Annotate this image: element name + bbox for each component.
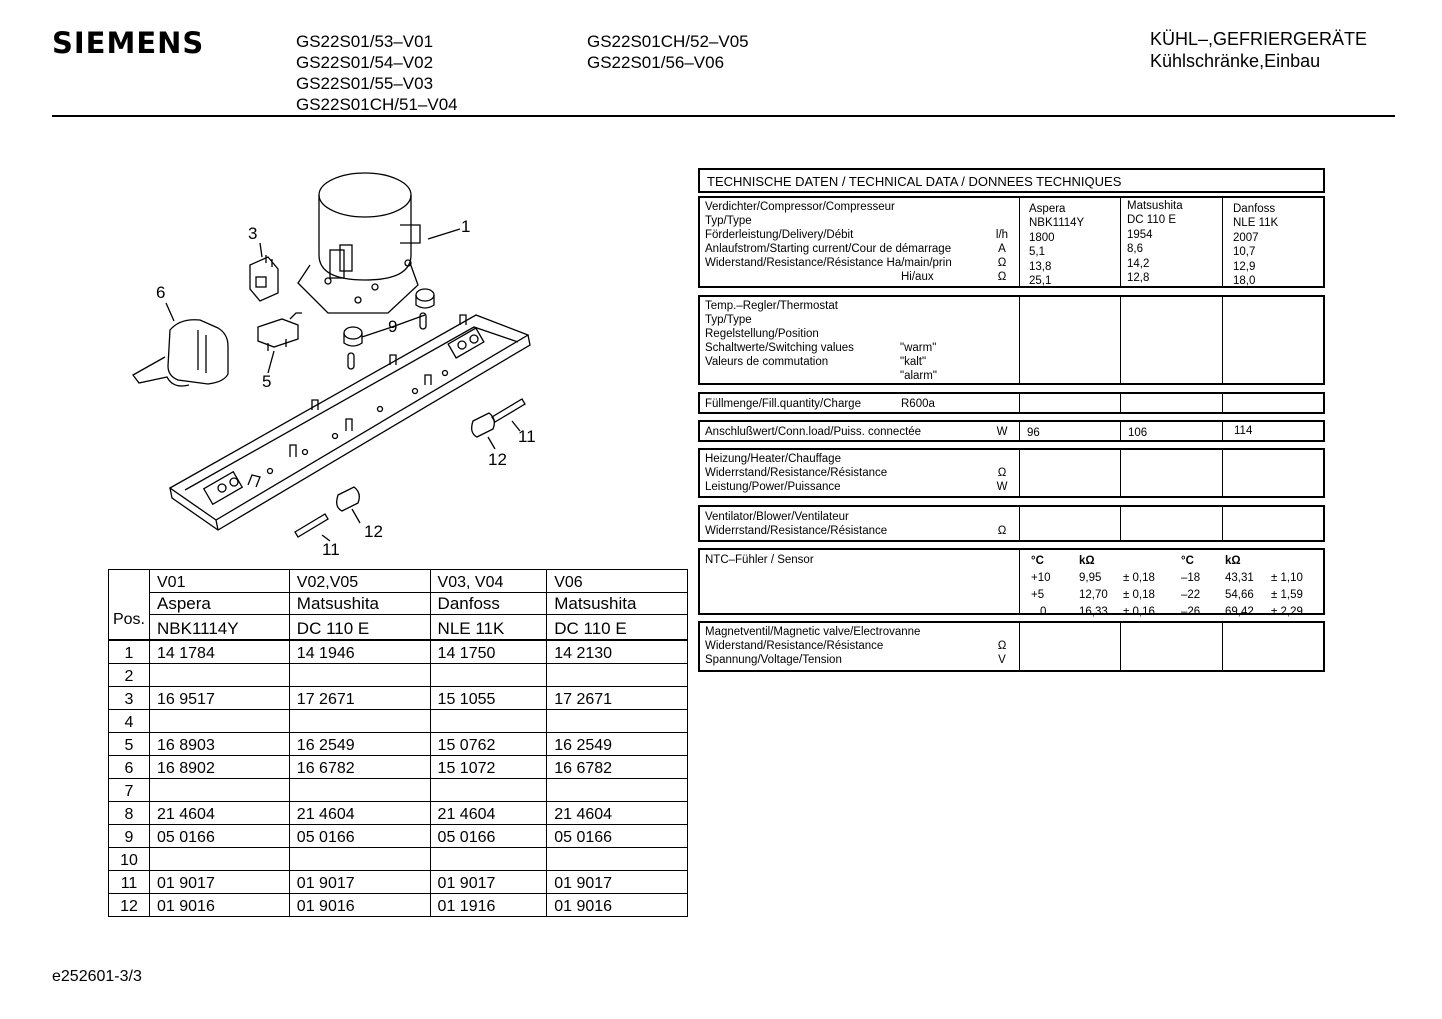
unit: Ω	[997, 271, 1007, 283]
model-code: GS22S01CH/52–V05	[587, 32, 749, 51]
label-line: Verdichter/Compressor/Compresseur	[705, 201, 895, 213]
callout-12: 12	[488, 450, 507, 469]
part-number-cell: 15 0762	[430, 733, 547, 756]
table-row	[109, 733, 688, 756]
conn-value: 96	[1027, 427, 1040, 439]
conn-value: 106	[1128, 427, 1148, 439]
column-divider	[1019, 198, 1020, 286]
label-line: Leistung/Power/Puissance	[705, 481, 841, 493]
thermostat-labels	[705, 299, 854, 369]
exploded-parts-diagram	[90, 155, 570, 565]
type-cell: DC 110 E	[547, 615, 688, 641]
value: 10,7	[1233, 246, 1256, 259]
value: Danfoss	[1233, 203, 1276, 215]
part-number-cell	[430, 848, 547, 871]
valve-units	[995, 639, 1009, 667]
pos-cell: 4	[109, 710, 150, 733]
fan-labels	[705, 510, 887, 538]
part-number-cell: 05 0166	[430, 825, 547, 848]
model-list-1	[296, 31, 458, 115]
compressor-col-aspera	[1029, 202, 1084, 288]
part-number-cell: 05 0166	[150, 825, 290, 848]
pos-cell: 9	[109, 825, 150, 848]
part-number-cell: 05 0166	[547, 825, 688, 848]
label-line: Widerrstand/Resistance/Résistance	[705, 525, 888, 537]
callout-11: 11	[322, 540, 340, 559]
ntc-row: 0 16,33 ± 0,16	[1040, 606, 1155, 618]
part-number-cell: 01 9017	[547, 871, 688, 894]
part-number-cell	[430, 710, 547, 733]
column-divider	[1222, 507, 1223, 540]
value: 8,6	[1127, 243, 1143, 256]
ntc-row: +10 9,95 ± 0,18	[1031, 572, 1155, 584]
category-line: Kühlschränke,Einbau	[1150, 51, 1321, 71]
part-number-cell	[150, 710, 290, 733]
fan-unit: Ω	[997, 525, 1007, 537]
model-code: GS22S01CH/51–V04	[296, 95, 458, 114]
column-divider	[1222, 198, 1223, 286]
pos-cell: 1	[109, 640, 150, 664]
callout-6: 6	[156, 283, 166, 302]
brand-cell: Matsushita	[547, 593, 688, 615]
parts-table	[108, 569, 688, 917]
label-line: Magnetventil/Magnetic valve/Electrovanne	[705, 626, 921, 638]
part-number-cell	[430, 779, 547, 802]
column-divider	[1019, 422, 1020, 440]
column-divider	[1019, 507, 1020, 540]
thermostat-states	[900, 341, 937, 383]
pos-cell: 6	[109, 756, 150, 779]
compressor-section	[698, 196, 1325, 288]
magnetic-valve-section	[698, 621, 1325, 672]
ntc-label: NTC–Fühler / Sensor	[705, 554, 814, 566]
type-row	[109, 615, 688, 641]
state: "kalt"	[900, 356, 927, 368]
column-divider	[1120, 394, 1121, 412]
part-number-cell: 01 9016	[289, 894, 430, 917]
callout-3: 3	[248, 224, 258, 243]
brand-cell: Matsushita	[289, 593, 430, 615]
tech-data-header	[698, 168, 1325, 193]
part-number-cell: 16 2549	[289, 733, 430, 756]
category-line: KÜHL–,GEFRIERGERÄTE	[1150, 29, 1368, 49]
label-line: Heizung/Heater/Chauffage	[705, 453, 841, 465]
part-number-cell	[289, 848, 430, 871]
pos-cell: 2	[109, 664, 150, 687]
relay-drawing	[250, 255, 278, 301]
callout-12: 12	[364, 522, 383, 541]
pos-cell: 8	[109, 802, 150, 825]
ntc-res-header: kΩ	[1079, 555, 1095, 567]
value: NBK1114Y	[1029, 217, 1085, 230]
column-divider	[1222, 394, 1223, 412]
table-row	[109, 825, 688, 848]
state: "warm"	[900, 342, 937, 354]
model-code: GS22S01/53–V01	[296, 32, 434, 51]
table-row	[109, 710, 688, 733]
fill-quantity-section	[698, 392, 1325, 414]
part-number-cell: 16 8903	[150, 733, 290, 756]
fan-section	[698, 505, 1325, 542]
part-number-cell: 21 4604	[289, 802, 430, 825]
compressor-units	[995, 228, 1009, 284]
pos-cell: 7	[109, 779, 150, 802]
compressor-labels	[705, 200, 952, 284]
relay-cover-drawing	[133, 320, 228, 386]
table-row	[109, 894, 688, 917]
callout-1: 1	[461, 217, 471, 236]
part-number-cell: 21 4604	[547, 802, 688, 825]
mounting-rail-drawing	[170, 315, 530, 530]
model-code: GS22S01/56–V06	[587, 53, 725, 72]
value: DC 110 E	[1127, 214, 1177, 227]
part-number-cell: 17 2671	[289, 687, 430, 710]
compressor-col-matsushita	[1127, 199, 1183, 285]
header-divider	[52, 115, 1395, 117]
part-number-cell: 01 9016	[150, 894, 290, 917]
column-divider	[1222, 623, 1223, 670]
part-number-cell	[430, 664, 547, 687]
part-number-cell: 21 4604	[150, 802, 290, 825]
variant-cell: V02,V05	[289, 570, 430, 593]
part-number-cell	[150, 664, 290, 687]
part-number-cell: 16 6782	[289, 756, 430, 779]
callout-5: 5	[262, 372, 272, 391]
value: 12,9	[1233, 260, 1256, 273]
unit: Ω	[997, 467, 1007, 479]
column-divider	[1222, 422, 1223, 440]
unit: W	[996, 481, 1008, 493]
part-number-cell: 01 9017	[430, 871, 547, 894]
unit: Ω	[997, 640, 1007, 652]
column-divider	[1019, 450, 1020, 496]
part-number-cell: 14 1750	[430, 640, 547, 664]
table-row	[109, 802, 688, 825]
value: 12,8	[1127, 272, 1150, 285]
model-code: GS22S01/54–V02	[296, 53, 434, 72]
part-number-cell: 21 4604	[430, 802, 547, 825]
pos-cell: 3	[109, 687, 150, 710]
variant-cell: V01	[150, 570, 290, 593]
document-code: e252601-3/3	[52, 968, 142, 985]
part-number-cell: 01 1916	[430, 894, 547, 917]
column-divider	[1222, 450, 1223, 496]
label-line: Widerrstand/Resistance/Résistance	[705, 467, 888, 479]
part-number-cell: 15 1072	[430, 756, 547, 779]
column-divider	[1120, 623, 1121, 670]
callout-11: 11	[518, 427, 536, 446]
label-line: Schaltwerte/Switching values	[705, 342, 854, 354]
compressor-drawing	[298, 173, 420, 313]
unit: A	[998, 243, 1006, 255]
ntc-row: +5 12,70 ± 0,18	[1031, 589, 1155, 601]
variant-cell: V06	[547, 570, 688, 593]
conn-unit: W	[996, 426, 1008, 438]
parts-rows	[109, 640, 688, 917]
part-number-cell: 17 2671	[547, 687, 688, 710]
value: 25,1	[1029, 275, 1052, 288]
model-list-2	[587, 31, 749, 73]
part-number-cell	[547, 848, 688, 871]
conn-label: Anschlußwert/Conn.load/Puiss. connectée	[705, 426, 922, 438]
part-number-cell: 14 1784	[150, 640, 290, 664]
value: 5,1	[1029, 246, 1045, 259]
part-number-cell: 16 8902	[150, 756, 290, 779]
part-number-cell: 14 1946	[289, 640, 430, 664]
part-number-cell	[289, 710, 430, 733]
value: 18,0	[1233, 275, 1256, 288]
pos-cell: 5	[109, 733, 150, 756]
pos-cell: 11	[109, 871, 150, 894]
heater-units	[995, 466, 1009, 494]
conn-value: 114	[1234, 425, 1253, 437]
valve-labels	[705, 625, 920, 667]
overload-protector-drawing	[258, 313, 302, 351]
column-divider	[1019, 297, 1020, 383]
part-number-cell: 01 9017	[289, 871, 430, 894]
value: 1954	[1127, 228, 1153, 241]
value: Matsushita	[1127, 200, 1183, 212]
part-number-cell: 05 0166	[289, 825, 430, 848]
table-row	[109, 871, 688, 894]
label-line: Hi/aux	[901, 271, 934, 283]
callout-9: 9	[388, 317, 398, 336]
column-divider	[1019, 394, 1020, 412]
model-code: GS22S01/55–V03	[296, 74, 434, 93]
compressor-col-danfoss	[1233, 202, 1278, 288]
state: "alarm"	[900, 370, 937, 382]
fill-label: Füllmenge/Fill.quantity/Charge	[705, 398, 861, 410]
ntc-row: –18 43,31 ± 1,10	[1181, 572, 1303, 584]
type-cell: NBK1114Y	[150, 615, 290, 641]
part-number-cell: 16 9517	[150, 687, 290, 710]
label-line: Typ/Type	[705, 314, 752, 326]
value: 1800	[1029, 231, 1055, 244]
value: 2007	[1233, 231, 1259, 244]
part-number-cell: 01 9017	[150, 871, 290, 894]
label-line: Typ/Type	[705, 215, 752, 227]
part-number-cell	[289, 664, 430, 687]
table-row	[109, 756, 688, 779]
pos-label: Pos.	[112, 610, 145, 628]
part-number-cell: 16 2549	[547, 733, 688, 756]
heater-labels	[705, 452, 887, 494]
ntc-right-table	[1180, 553, 1304, 621]
column-divider	[1019, 623, 1020, 670]
variant-cell: V03, V04	[430, 570, 547, 593]
part-number-cell	[150, 848, 290, 871]
value: 14,2	[1127, 257, 1150, 270]
connected-load-section	[698, 420, 1325, 442]
part-number-cell	[547, 710, 688, 733]
label-line: Förderleistung/Delivery/Débit	[705, 229, 854, 241]
variant-row	[109, 570, 688, 593]
category-title	[1150, 28, 1367, 72]
value: 13,8	[1029, 260, 1052, 273]
part-number-cell: 15 1055	[430, 687, 547, 710]
part-number-cell: 14 2130	[547, 640, 688, 664]
column-divider	[1120, 198, 1121, 286]
label-line: Anlaufstrom/Starting current/Cour de démarrage	[705, 243, 952, 255]
column-divider	[1120, 422, 1121, 440]
type-cell: NLE 11K	[430, 615, 547, 641]
column-divider	[1120, 507, 1121, 540]
refrigerant-value: R600a	[901, 398, 935, 410]
brand-cell: Aspera	[150, 593, 290, 615]
value: Aspera	[1029, 203, 1066, 215]
ntc-temp-header: °C	[1031, 555, 1044, 567]
pos-cell: 10	[109, 848, 150, 871]
unit: Ω	[997, 257, 1007, 269]
unit: V	[998, 654, 1006, 666]
value: NLE 11K	[1233, 217, 1279, 230]
type-cell: DC 110 E	[289, 615, 430, 641]
label-line: Temp.–Regler/Thermostat	[705, 300, 838, 312]
table-row	[109, 848, 688, 871]
table-row	[109, 664, 688, 687]
part-number-cell	[547, 664, 688, 687]
column-divider	[1019, 550, 1020, 613]
ntc-res-header: kΩ	[1225, 555, 1241, 567]
label-line: Regelstellung/Position	[705, 328, 819, 340]
column-divider	[1222, 297, 1223, 383]
brand-cell: Danfoss	[430, 593, 547, 615]
column-divider	[1120, 297, 1121, 383]
tech-data-title: TECHNISCHE DATEN / TECHNICAL DATA / DONNEES TECHNIQUES	[707, 174, 1122, 189]
thermostat-section	[698, 295, 1325, 385]
brand-row	[109, 593, 688, 615]
ntc-row: –26 69,42 ± 2,29	[1181, 606, 1303, 618]
label-line: Ventilator/Blower/Ventilateur	[705, 511, 849, 523]
brand-logo: SIEMENS	[52, 26, 205, 60]
heater-section	[698, 448, 1325, 498]
ntc-row: –22 54,66 ± 1,59	[1181, 589, 1303, 601]
table-row	[109, 687, 688, 710]
part-number-cell	[289, 779, 430, 802]
ntc-temp-header: °C	[1181, 555, 1194, 567]
pos-cell: 12	[109, 894, 150, 917]
unit: l/h	[995, 229, 1009, 241]
part-number-cell: 16 6782	[547, 756, 688, 779]
part-number-cell	[150, 779, 290, 802]
pos-header	[109, 570, 150, 641]
label-line: Valeurs de commutation	[705, 356, 829, 368]
label-line: Widerstand/Resistance/Résistance Ha/main/prin	[705, 257, 952, 269]
part-number-cell: 01 9016	[547, 894, 688, 917]
column-divider	[1120, 450, 1121, 496]
table-row	[109, 779, 688, 802]
ntc-sensor-section	[698, 548, 1325, 618]
ntc-left-table	[1030, 553, 1156, 621]
label-line: Widerstand/Resistance/Résistance	[705, 640, 884, 652]
part-number-cell	[547, 779, 688, 802]
label-line: Spannung/Voltage/Tension	[705, 654, 842, 666]
table-row	[109, 640, 688, 664]
